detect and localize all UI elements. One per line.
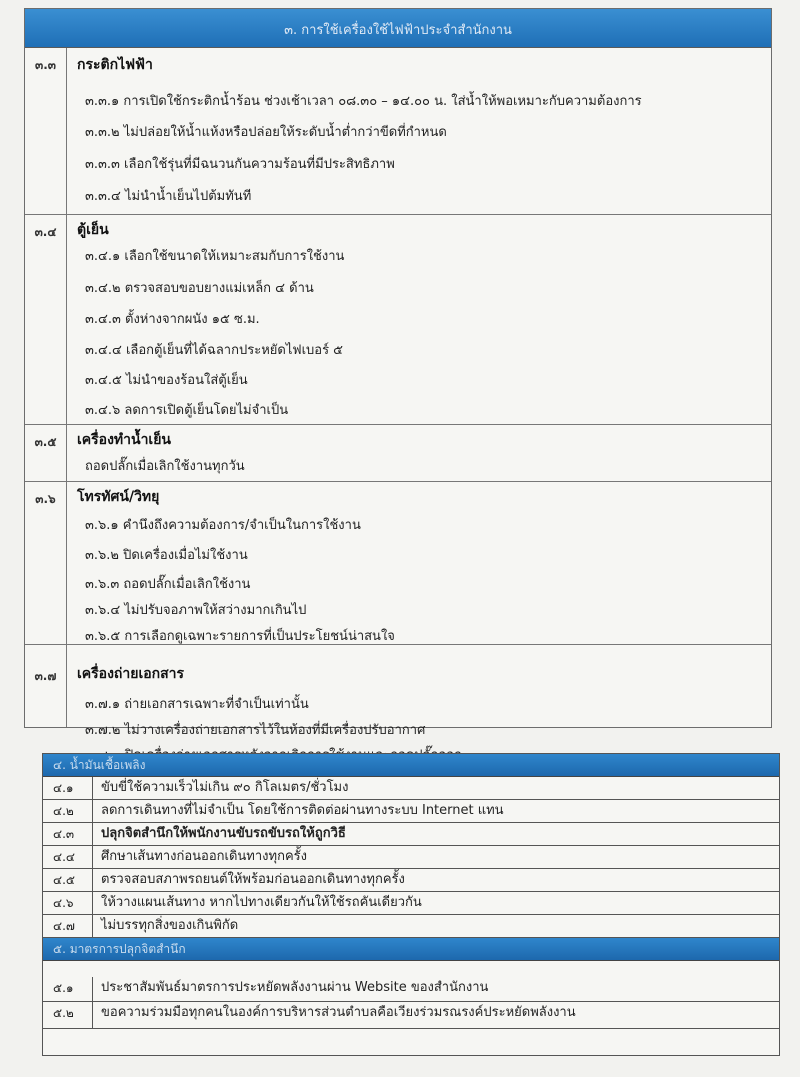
row-text: ลดการเดินทางที่ไม่จำเป็น โดยใช้การติดต่อผ่านทางระบบ Internet แทน (101, 803, 504, 818)
section-tv-radio (25, 481, 771, 645)
table-row (43, 1002, 779, 1029)
row-number: ๔.๔ (43, 846, 93, 868)
row-number: ๔.๕ (43, 869, 93, 891)
row-text: ตรวจสอบสภาพรถยนต์ให้พร้อมก่อนออกเดินทางทุกครั้ง (101, 872, 405, 887)
section-title: กระติกไฟฟ้า (77, 57, 153, 73)
fuel-header: ๔. น้ำมันเชื้อเพลิง (43, 754, 779, 777)
section-number: ๓.๓ (35, 58, 56, 72)
section-title: โทรทัศน์/วิทยุ (77, 489, 160, 505)
list-item: ๓.๔.๓ ตั้งห่างจากผนัง ๑๕ ซ.ม. (85, 312, 260, 327)
list-item: ๓.๖.๓ ถอดปลั๊กเมื่อเลิกใช้งาน (85, 577, 251, 592)
list-item: ๓.๔.๖ ลดการเปิดตู้เย็นโดยไม่จำเป็น (85, 403, 289, 418)
table-row (43, 777, 779, 800)
list-item: ๓.๗.๒ ไม่วางเครื่องถ่ายเอกสารไว้ในห้องที่มีเครื่องปรับอากาศ (85, 723, 426, 738)
row-text: ขับขี่ใช้ความเร็วไม่เกิน ๙๐ กิโลเมตร/ชั่วโมง (101, 780, 349, 795)
section-number: ๓.๖ (35, 492, 56, 506)
list-item: ๓.๔.๕ ไม่นำของร้อนใส่ตู้เย็น (85, 373, 248, 388)
table-row (43, 915, 779, 938)
list-item: ๓.๓.๒ ไม่ปล่อยให้น้ำแห้งหรือปล่อยให้ระดับน้ำต่ำกว่าขีดที่กำหนด (85, 125, 447, 140)
row-text: ปลุกจิตสำนึกให้พนักงานขับรถขับรถให้ถูกวิธี (101, 826, 346, 841)
list-item: ๓.๓.๔ ไม่นำน้ำเย็นไปต้มทันที (85, 189, 252, 204)
row-number: ๔.๖ (43, 892, 93, 914)
section-title: ตู้เย็น (77, 222, 109, 238)
energy-table-appliances (24, 8, 772, 738)
section-number: ๓.๗ (34, 669, 57, 683)
row-number: ๕.๒ (43, 1002, 93, 1028)
list-item: ๓.๔.๔ เลือกตู้เย็นที่ได้ฉลากประหยัดไฟเบอร์ ๕ (85, 343, 344, 358)
row-text: ไม่บรรทุกสิ่งของเกินพิกัด (101, 918, 239, 933)
section-kettle (25, 48, 771, 214)
section-title: เครื่องทำน้ำเย็น (77, 432, 171, 448)
list-item: ๓.๔.๒ ตรวจสอบขอบยางแม่เหล็ก ๔ ด้าน (85, 281, 314, 296)
section-number: ๓.๔ (34, 225, 57, 239)
section-photocopier (25, 644, 771, 767)
list-item: ๓.๔.๑ เลือกใช้ขนาดให้เหมาะสมกับการใช้งาน (85, 249, 345, 264)
row-number: ๔.๒ (43, 800, 93, 822)
table-row (43, 892, 779, 915)
section-water-cooler (25, 424, 771, 482)
section-title: เครื่องถ่ายเอกสาร (77, 666, 185, 682)
row-text: ขอความร่วมมือทุกคนในองค์การบริหารส่วนตำบลคือเวียงร่วมรณรงค์ประหยัดพลังงาน (101, 1005, 576, 1020)
row-text: ศึกษาเส้นทางก่อนออกเดินทางทุกครั้ง (101, 849, 307, 864)
list-item: ๓.๖.๔ ไม่ปรับจอภาพให้สว่างมากเกินไป (85, 603, 307, 618)
row-number: ๔.๑ (43, 777, 93, 799)
energy-table-fuel-measures (42, 753, 780, 1056)
list-item: ๓.๖.๒ ปิดเครื่องเมื่อไม่ใช้งาน (85, 548, 248, 563)
row-number: ๕.๑ (43, 977, 93, 1001)
table-header: ๓. การใช้เครื่องใช้ไฟฟ้าประจำสำนักงาน (25, 9, 771, 48)
table-body (25, 48, 771, 738)
row-number: ๔.๓ (43, 823, 93, 845)
list-item: ๓.๖.๑ คำนึงถึงความต้องการ/จำเป็นในการใช้งาน (85, 518, 361, 533)
list-item: ถอดปลั๊กเมื่อเลิกใช้งานทุกวัน (85, 459, 245, 474)
table-row (43, 800, 779, 823)
table-row (43, 846, 779, 869)
list-item: ๓.๗.๑ ถ่ายเอกสารเฉพาะที่จำเป็นเท่านั้น (85, 697, 309, 712)
section-number: ๓.๕ (34, 435, 57, 449)
row-text: ประชาสัมพันธ์มาตรการประหยัดพลังงานผ่าน Website ของสำนักงาน (101, 980, 489, 995)
list-item: ๓.๓.๓ เลือกใช้รุ่นที่มีฉนวนกันความร้อนที่มีประสิทธิภาพ (85, 157, 395, 172)
table-row (43, 869, 779, 892)
section-refrigerator (25, 214, 771, 425)
list-item: ๓.๓.๑ การเปิดใช้กระติกน้ำร้อน ช่วงเช้าเวลา ๐๘.๓๐ – ๑๔.๐๐ น. ใส่น้ำให้พอเหมาะกับความต้องการ (85, 94, 642, 109)
row-text: ให้วางแผนเส้นทาง หากไปทางเดียวกันให้ใช้รถคันเดียวกัน (101, 895, 422, 910)
table-row (43, 977, 779, 1002)
measures-header: ๕. มาตรการปลุกจิตสำนึก (43, 938, 779, 961)
table-row (43, 823, 779, 846)
list-item: ๓.๖.๕ การเลือกดูเฉพาะรายการที่เป็นประโยชน์น่าสนใจ (85, 629, 395, 644)
row-number: ๔.๗ (43, 915, 93, 937)
